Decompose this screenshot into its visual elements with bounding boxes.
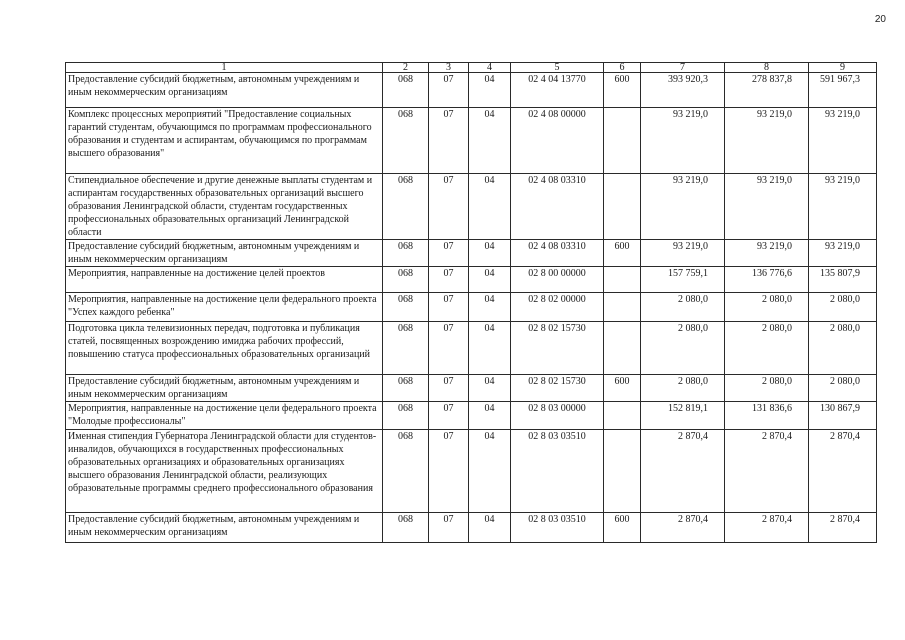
table-row	[66, 375, 877, 402]
column-header-4: 4	[469, 63, 511, 73]
table-row	[66, 293, 877, 322]
row-ministry-code-cell: 068	[383, 513, 429, 543]
row-amount-col7-cell: 393 920,3	[641, 73, 725, 108]
row-subsection-cell: 04	[469, 375, 511, 402]
column-header-3: 3	[429, 63, 469, 73]
row-ministry-code-cell: 068	[383, 402, 429, 430]
row-section-cell: 07	[429, 293, 469, 322]
row-target-article-cell: 02 4 04 13770	[511, 73, 604, 108]
row-target-article-cell: 02 8 03 03510	[511, 513, 604, 543]
row-ministry-code-cell: 068	[383, 73, 429, 108]
row-target-article-cell: 02 4 08 00000	[511, 108, 604, 174]
row-subsection-cell: 04	[469, 513, 511, 543]
row-amount-col8-cell: 2 870,4	[725, 513, 809, 543]
row-amount-col8-cell: 131 836,6	[725, 402, 809, 430]
row-subsection-cell: 04	[469, 267, 511, 293]
row-name-cell: Предоставление субсидий бюджетным, автономным учреждениям и иным некоммерческим организациям	[66, 513, 383, 543]
row-amount-col8-cell: 93 219,0	[725, 108, 809, 174]
row-expense-type-cell: 600	[604, 375, 641, 402]
row-target-article-cell: 02 8 03 00000	[511, 402, 604, 430]
row-ministry-code-cell: 068	[383, 108, 429, 174]
row-name-cell: Мероприятия, направленные на достижение цели федерального проекта "Успех каждого ребенка"	[66, 293, 383, 322]
row-amount-col8-cell: 2 080,0	[725, 375, 809, 402]
row-subsection-cell: 04	[469, 174, 511, 240]
row-target-article-cell: 02 8 03 03510	[511, 430, 604, 513]
table-row	[66, 322, 877, 375]
row-expense-type-cell	[604, 174, 641, 240]
row-amount-col9-cell: 2 080,0	[809, 375, 877, 402]
row-section-cell: 07	[429, 267, 469, 293]
row-expense-type-cell	[604, 322, 641, 375]
row-amount-col9-cell: 2 080,0	[809, 322, 877, 375]
column-header-1: 1	[66, 63, 383, 73]
row-amount-col7-cell: 152 819,1	[641, 402, 725, 430]
row-subsection-cell: 04	[469, 73, 511, 108]
row-expense-type-cell	[604, 430, 641, 513]
row-amount-col8-cell: 2 080,0	[725, 293, 809, 322]
row-amount-col7-cell: 2 080,0	[641, 322, 725, 375]
row-amount-col7-cell: 2 870,4	[641, 513, 725, 543]
column-header-7: 7	[641, 63, 725, 73]
row-target-article-cell: 02 4 08 03310	[511, 174, 604, 240]
column-header-8: 8	[725, 63, 809, 73]
row-expense-type-cell: 600	[604, 513, 641, 543]
row-subsection-cell: 04	[469, 240, 511, 267]
row-amount-col9-cell: 130 867,9	[809, 402, 877, 430]
row-ministry-code-cell: 068	[383, 267, 429, 293]
row-amount-col8-cell: 136 776,6	[725, 267, 809, 293]
table-row	[66, 240, 877, 267]
table-row	[66, 108, 877, 174]
row-amount-col7-cell: 93 219,0	[641, 174, 725, 240]
table-row	[66, 513, 877, 543]
row-amount-col9-cell: 591 967,3	[809, 73, 877, 108]
row-amount-col9-cell: 93 219,0	[809, 240, 877, 267]
column-header-2: 2	[383, 63, 429, 73]
row-amount-col8-cell: 2 080,0	[725, 322, 809, 375]
row-name-cell: Предоставление субсидий бюджетным, автономным учреждениям и иным некоммерческим организациям	[66, 240, 383, 267]
row-amount-col7-cell: 2 080,0	[641, 375, 725, 402]
row-target-article-cell: 02 8 02 15730	[511, 322, 604, 375]
row-name-cell: Комплекс процессных мероприятий "Предоставление социальных гарантий студентам, обучающимся по программам профессионального образования и студентам и аспирантам, обучающимся по программам высшего образования"	[66, 108, 383, 174]
row-ministry-code-cell: 068	[383, 430, 429, 513]
column-header-5: 5	[511, 63, 604, 73]
row-target-article-cell: 02 8 02 00000	[511, 293, 604, 322]
row-section-cell: 07	[429, 174, 469, 240]
row-amount-col8-cell: 278 837,8	[725, 73, 809, 108]
row-subsection-cell: 04	[469, 293, 511, 322]
row-target-article-cell: 02 8 02 15730	[511, 375, 604, 402]
row-subsection-cell: 04	[469, 430, 511, 513]
row-amount-col7-cell: 2 080,0	[641, 293, 725, 322]
row-amount-col9-cell: 135 807,9	[809, 267, 877, 293]
column-header-row	[66, 63, 877, 73]
column-header-6: 6	[604, 63, 641, 73]
row-section-cell: 07	[429, 322, 469, 375]
budget-table	[65, 62, 877, 543]
row-section-cell: 07	[429, 402, 469, 430]
row-section-cell: 07	[429, 430, 469, 513]
row-name-cell: Стипендиальное обеспечение и другие денежные выплаты студентам и аспирантам государственных образовательных организаций высшего образования Ленинградской области, студентам государственных профессиональных образовательных организаций Ленинградской области	[66, 174, 383, 240]
row-ministry-code-cell: 068	[383, 240, 429, 267]
row-expense-type-cell	[604, 402, 641, 430]
row-section-cell: 07	[429, 240, 469, 267]
row-name-cell: Мероприятия, направленные на достижение цели федерального проекта "Молодые профессионалы"	[66, 402, 383, 430]
row-expense-type-cell	[604, 108, 641, 174]
row-section-cell: 07	[429, 108, 469, 174]
row-subsection-cell: 04	[469, 402, 511, 430]
row-subsection-cell: 04	[469, 108, 511, 174]
row-name-cell: Предоставление субсидий бюджетным, автономным учреждениям и иным некоммерческим организациям	[66, 73, 383, 108]
row-amount-col7-cell: 2 870,4	[641, 430, 725, 513]
row-expense-type-cell	[604, 267, 641, 293]
table-row	[66, 267, 877, 293]
row-target-article-cell: 02 8 00 00000	[511, 267, 604, 293]
row-amount-col8-cell: 2 870,4	[725, 430, 809, 513]
row-expense-type-cell	[604, 293, 641, 322]
row-amount-col8-cell: 93 219,0	[725, 240, 809, 267]
row-target-article-cell: 02 4 08 03310	[511, 240, 604, 267]
row-section-cell: 07	[429, 375, 469, 402]
row-amount-col9-cell: 93 219,0	[809, 108, 877, 174]
row-ministry-code-cell: 068	[383, 375, 429, 402]
table-row	[66, 402, 877, 430]
row-expense-type-cell: 600	[604, 240, 641, 267]
table-row	[66, 430, 877, 513]
row-name-cell: Предоставление субсидий бюджетным, автономным учреждениям и иным некоммерческим организациям	[66, 375, 383, 402]
page-number: 20	[874, 14, 886, 25]
row-amount-col7-cell: 93 219,0	[641, 108, 725, 174]
row-name-cell: Именная стипендия Губернатора Ленинградской области для студентов-инвалидов, обучающихся в государственных профессиональных образовательных организациях и образовательных организациях высшего образования Ленинградской области, реализующих образовательные программы среднего профессионального образования	[66, 430, 383, 513]
row-subsection-cell: 04	[469, 322, 511, 375]
row-ministry-code-cell: 068	[383, 174, 429, 240]
row-amount-col9-cell: 93 219,0	[809, 174, 877, 240]
row-name-cell: Мероприятия, направленные на достижение целей проектов	[66, 267, 383, 293]
row-expense-type-cell: 600	[604, 73, 641, 108]
column-header-9: 9	[809, 63, 877, 73]
row-amount-col7-cell: 93 219,0	[641, 240, 725, 267]
row-amount-col9-cell: 2 080,0	[809, 293, 877, 322]
row-section-cell: 07	[429, 73, 469, 108]
row-ministry-code-cell: 068	[383, 322, 429, 375]
row-ministry-code-cell: 068	[383, 293, 429, 322]
row-name-cell: Подготовка цикла телевизионных передач, подготовка и публикация статей, посвященных возрождению имиджа рабочих профессий, повышению статуса профессиональных образовательных организаций	[66, 322, 383, 375]
row-section-cell: 07	[429, 513, 469, 543]
table-row	[66, 174, 877, 240]
row-amount-col7-cell: 157 759,1	[641, 267, 725, 293]
row-amount-col8-cell: 93 219,0	[725, 174, 809, 240]
table-row	[66, 73, 877, 108]
row-amount-col9-cell: 2 870,4	[809, 430, 877, 513]
row-amount-col9-cell: 2 870,4	[809, 513, 877, 543]
table-body	[66, 63, 877, 543]
